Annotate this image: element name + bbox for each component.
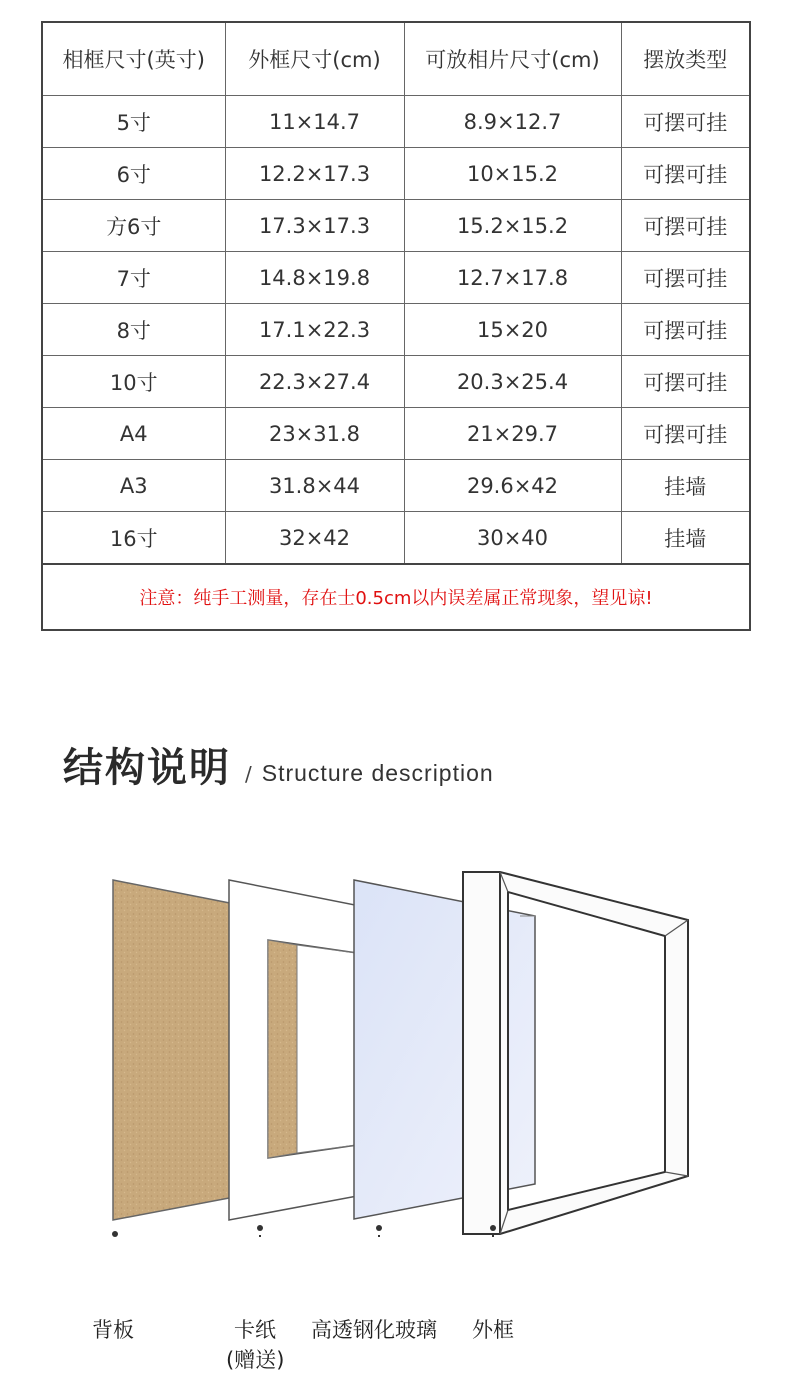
header-outer-size: 外框尺寸(cm) (225, 22, 404, 96)
back-board-shape (113, 880, 245, 1220)
table-row (42, 148, 750, 200)
cell-photo-size: 20.3×25.4 (404, 356, 621, 408)
cell-placement: 挂墙 (621, 512, 750, 565)
table-row (42, 304, 750, 356)
label-outer-frame: 外框 (472, 1318, 514, 1342)
section-title-zh: 结构说明 (63, 745, 231, 791)
table-note-row (42, 564, 750, 630)
cell-photo-size: 29.6×42 (404, 460, 621, 512)
cell-placement: 可摆可挂 (621, 96, 750, 148)
cell-photo-size: 21×29.7 (404, 408, 621, 460)
label-pointers (112, 1225, 496, 1240)
cell-frame-size: 5寸 (42, 96, 225, 148)
cell-photo-size: 10×15.2 (404, 148, 621, 200)
cell-outer-size: 17.3×17.3 (225, 200, 404, 252)
section-title-en: Structure description (261, 760, 494, 786)
cell-photo-size: 15.2×15.2 (404, 200, 621, 252)
table-row (42, 512, 750, 565)
cell-outer-size: 22.3×27.4 (225, 356, 404, 408)
table-row (42, 408, 750, 460)
table-header-row (42, 22, 750, 96)
cell-frame-size: A4 (42, 408, 225, 460)
label-card-paper-note: (赠送) (226, 1348, 285, 1372)
cell-placement: 挂墙 (621, 460, 750, 512)
cell-outer-size: 23×31.8 (225, 408, 404, 460)
cell-placement: 可摆可挂 (621, 148, 750, 200)
cell-photo-size: 30×40 (404, 512, 621, 565)
frame-structure-diagram (0, 850, 790, 1240)
cell-frame-size: 10寸 (42, 356, 225, 408)
cell-outer-size: 31.8×44 (225, 460, 404, 512)
cell-frame-size: A3 (42, 460, 225, 512)
size-table (41, 21, 751, 631)
cell-frame-size: 16寸 (42, 512, 225, 565)
cell-outer-size: 32×42 (225, 512, 404, 565)
table-row (42, 356, 750, 408)
cell-photo-size: 15×20 (404, 304, 621, 356)
label-card-paper: 卡纸 (234, 1318, 276, 1342)
table-row (42, 460, 750, 512)
table-row (42, 252, 750, 304)
cell-frame-size: 方6寸 (42, 200, 225, 252)
cell-photo-size: 12.7×17.8 (404, 252, 621, 304)
header-photo-size: 可放相片尺寸(cm) (404, 22, 621, 96)
cell-photo-size: 8.9×12.7 (404, 96, 621, 148)
table-row (42, 96, 750, 148)
cell-placement: 可摆可挂 (621, 252, 750, 304)
cell-outer-size: 14.8×19.8 (225, 252, 404, 304)
cell-frame-size: 8寸 (42, 304, 225, 356)
section-separator: / (245, 762, 252, 786)
cell-placement: 可摆可挂 (621, 356, 750, 408)
label-back-board: 背板 (92, 1318, 134, 1342)
header-frame-size: 相框尺寸(英寸) (42, 22, 225, 96)
cell-placement: 可摆可挂 (621, 408, 750, 460)
cell-outer-size: 17.1×22.3 (225, 304, 404, 356)
measurement-note: 注意：纯手工测量，存在士0.5cm以内误差属正常现象，望见谅! (42, 564, 750, 630)
cell-frame-size: 6寸 (42, 148, 225, 200)
cell-placement: 可摆可挂 (621, 200, 750, 252)
table-row (42, 200, 750, 252)
cell-placement: 可摆可挂 (621, 304, 750, 356)
section-heading (63, 736, 494, 793)
outer-frame-shape (463, 872, 688, 1234)
header-placement: 摆放类型 (621, 22, 750, 96)
cell-outer-size: 11×14.7 (225, 96, 404, 148)
cell-frame-size: 7寸 (42, 252, 225, 304)
label-glass: 高透钢化玻璃 (311, 1318, 437, 1342)
cell-outer-size: 12.2×17.3 (225, 148, 404, 200)
